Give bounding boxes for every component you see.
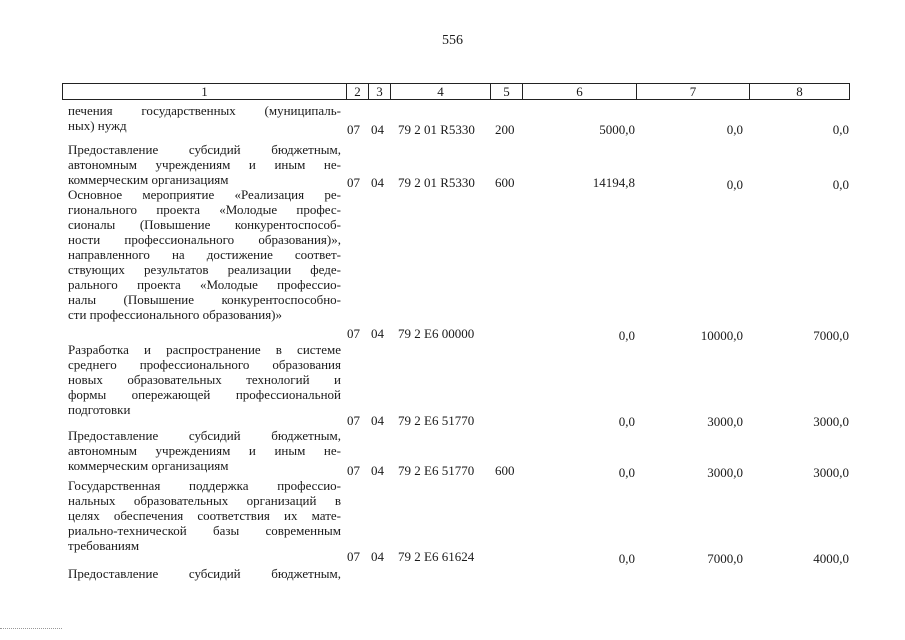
- amount-col-7: 7000,0: [707, 551, 743, 566]
- amount-col-6: 14194,8: [592, 175, 635, 190]
- expense-type-code: 600: [495, 463, 515, 478]
- page-number: 556: [442, 33, 463, 48]
- target-article-code: 79 2 E6 51770: [398, 463, 475, 478]
- column-header-4: 4: [391, 84, 491, 99]
- description-line: сти профессионального образования)»: [68, 307, 283, 322]
- subsection-code: 04: [371, 413, 384, 428]
- description-line: печения государственных (муниципаль-: [68, 103, 341, 118]
- subsection-code: 04: [371, 175, 384, 190]
- amount-col-8: 4000,0: [813, 551, 849, 566]
- description-line: нальных образовательных организаций в: [68, 493, 341, 508]
- section-code: 07: [347, 413, 360, 428]
- description-line: налы (Повышение конкурентоспособно-: [68, 292, 341, 307]
- column-header-5: 5: [491, 84, 523, 99]
- amount-col-7: 10000,0: [700, 328, 743, 343]
- expense-type-code: 200: [495, 122, 515, 137]
- description-line: Предоставление субсидий бюджетным,: [68, 142, 341, 157]
- subsection-code: 04: [371, 463, 384, 478]
- row-description: [68, 428, 341, 473]
- description-line: формы опережающей профессиональной: [68, 387, 341, 402]
- description-line: ности профессионального образования)»,: [68, 232, 341, 247]
- description-line: Предоставление субсидий бюджетным,: [68, 428, 341, 443]
- target-article-code: 79 2 01 R5330: [398, 175, 475, 190]
- amount-col-8: 3000,0: [813, 465, 849, 480]
- amount-col-7: 0,0: [726, 177, 743, 192]
- amount-col-7: 3000,0: [707, 465, 743, 480]
- row-description: [68, 566, 341, 581]
- target-article-code: 79 2 E6 00000: [398, 326, 475, 341]
- description-line: Основное мероприятие «Реализация ре-: [68, 187, 341, 202]
- description-line: риально-технической базы современным: [68, 523, 341, 538]
- description-line: новых образовательных технологий и: [68, 372, 341, 387]
- description-line: подготовки: [68, 402, 131, 417]
- description-line: гионального проекта «Молодые профес-: [68, 202, 341, 217]
- description-line: требованиям: [68, 538, 140, 553]
- section-code: 07: [347, 175, 360, 190]
- amount-col-8: 7000,0: [813, 328, 849, 343]
- row-description: [68, 187, 341, 322]
- description-line: направленного на достижение соответ-: [68, 247, 341, 262]
- column-header-row: [62, 83, 850, 100]
- section-code: 07: [347, 463, 360, 478]
- description-line: коммерческим организациям: [68, 458, 229, 473]
- column-header-2: 2: [347, 84, 369, 99]
- description-line: автономным учреждениям и иным не-: [68, 443, 341, 458]
- description-line: среднего профессионального образования: [68, 357, 341, 372]
- column-header-3: 3: [369, 84, 391, 99]
- description-line: Предоставление субсидий бюджетным,: [68, 566, 341, 581]
- subsection-code: 04: [371, 549, 384, 564]
- target-article-code: 79 2 E6 61624: [398, 549, 475, 564]
- column-header-1: 1: [63, 84, 347, 99]
- description-line: Государственная поддержка профессио-: [68, 478, 341, 493]
- amount-col-6: 0,0: [618, 328, 635, 343]
- description-line: целях обеспечения соответствия их мате-: [68, 508, 341, 523]
- amount-col-8: 0,0: [832, 177, 849, 192]
- description-line: сионалы (Повышение конкурентоспособ-: [68, 217, 341, 232]
- target-article-code: 79 2 E6 51770: [398, 413, 475, 428]
- description-line: рального проекта «Молодые профессио-: [68, 277, 341, 292]
- amount-col-6: 0,0: [618, 465, 635, 480]
- row-description: [68, 103, 341, 133]
- target-article-code: 79 2 01 R5330: [398, 122, 475, 137]
- amount-col-7: 3000,0: [707, 414, 743, 429]
- description-line: Разработка и распространение в системе: [68, 342, 341, 357]
- row-description: [68, 342, 341, 417]
- column-header-7: 7: [637, 84, 750, 99]
- description-line: ствующих результатов реализации феде-: [68, 262, 341, 277]
- column-header-6: 6: [523, 84, 637, 99]
- scan-artifact-line: [0, 628, 62, 629]
- column-header-8: 8: [796, 84, 803, 99]
- section-code: 07: [347, 122, 360, 137]
- amount-col-6: 0,0: [618, 414, 635, 429]
- amount-col-6: 0,0: [618, 551, 635, 566]
- amount-col-6: 5000,0: [599, 122, 635, 137]
- expense-type-code: 600: [495, 175, 515, 190]
- subsection-code: 04: [371, 326, 384, 341]
- amount-col-7: 0,0: [726, 122, 743, 137]
- description-line: коммерческим организациям: [68, 172, 229, 187]
- row-description: [68, 478, 341, 553]
- description-line: ных) нужд: [68, 118, 127, 133]
- section-code: 07: [347, 326, 360, 341]
- amount-col-8: 0,0: [832, 122, 849, 137]
- description-line: автономным учреждениям и иным не-: [68, 157, 341, 172]
- section-code: 07: [347, 549, 360, 564]
- amount-col-8: 3000,0: [813, 414, 849, 429]
- subsection-code: 04: [371, 122, 384, 137]
- row-description: [68, 142, 341, 187]
